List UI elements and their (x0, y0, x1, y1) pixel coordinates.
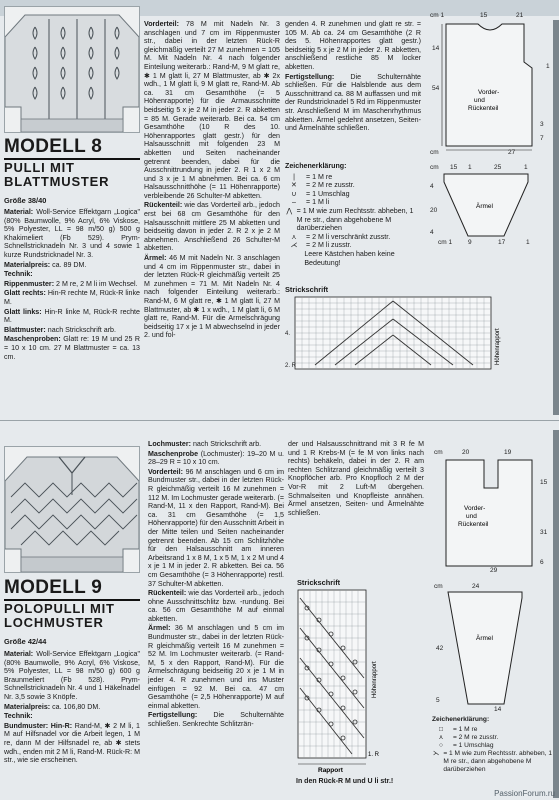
paragraph (4, 326, 140, 335)
model8-chart-title: Strickschrift (285, 285, 329, 294)
model9-sweater-illustration (5, 447, 139, 572)
legend-symbol-icon: □ (439, 726, 443, 733)
legend-text: = 1 M re (306, 172, 333, 181)
paragraph-label: Fertigstellung: (148, 711, 198, 720)
paragraph (144, 201, 280, 253)
paragraph-label: Bundmuster: Hin-R: (4, 721, 73, 730)
paragraph-label: Materialpreis: (4, 260, 51, 269)
legend-row (285, 198, 421, 207)
model8-right-column (285, 20, 421, 134)
paragraph (4, 280, 140, 289)
legend-symbol-icon: ∪ (291, 189, 297, 198)
m8-front-t2: 21 (516, 12, 524, 19)
paragraph (288, 440, 424, 517)
m8-sl-s2: 20 (430, 207, 438, 214)
model8-title-line2: BLATTMUSTER (4, 174, 110, 189)
paragraph (4, 270, 140, 279)
legend-symbol-icon: ○ (439, 742, 443, 749)
legend-row (285, 173, 421, 182)
model9-sleeve-schematic (432, 578, 556, 713)
m8-chart-row4: 4. (285, 331, 291, 337)
paragraph (148, 440, 284, 449)
paragraph-text: (Lochmuster): 19–20 M u. 28–29 R = 10 x 10 cm. (148, 449, 284, 467)
paragraph-text: Rand-M, ✱ 2 M li, 1 M auf Hilfsnadel vor die Arbeit legen, 1 M re, dann M der Hilfsnadel re, ab ✱ stets wdh., enden mit 2 M li, Rand-M. Rück-R: M str., wie sie erscheinen. (4, 721, 140, 765)
paragraph-text: Hin-R rechte M, Rück-R linke M. (4, 289, 140, 306)
m8-front-rt: 3 (540, 121, 544, 128)
paragraph-label: Maschenproben: (4, 335, 61, 344)
m9-front-t1: 20 (462, 449, 470, 456)
legend-row (432, 742, 556, 750)
model9-legend (432, 716, 556, 774)
paragraph (148, 468, 284, 588)
paragraph (4, 208, 140, 260)
paragraph-text: Woll-Service Effektgarn „Logica" (80% Baumwolle, 9% Acryl, 6% Viskose, 5% Polyester, LL = 98 m/50 g) 600 g Braunmeliert (Fb 528). Prym-Schnellstricknadeln Nr. 4 und 1 Häkelnadel Nr. 3,5 sowie 3 Knöpfe. (4, 650, 140, 701)
paragraph-label: Material: (4, 650, 34, 658)
legend-text: Leere Kästchen haben keine Bedeutung! (304, 249, 395, 267)
m8-sl-s3: 4 (430, 229, 434, 236)
paragraph-text: Die Schulternähte schließen. Für die Halsblende aus dem Ausschnittrand ca. 88 M auffassen und mit der Rundstricknadel 5 Rd im Rippenmuster str. Anschließend M im Maschenrhythmus abketten. Ärmel gedehnt ansetzen, Seiten- und Ärmelnähte schließen. (285, 72, 421, 133)
m8-front-label-2: und (474, 97, 485, 104)
m9-front-s1: 15 (540, 479, 548, 486)
model9-title-line1: POLOPULLI MIT (4, 601, 115, 616)
model8-heading (4, 137, 102, 157)
m9-front-label-3: Rückenteil (458, 521, 489, 528)
edge-mark-top (553, 20, 559, 415)
m9-front-s2: 31 (540, 529, 548, 536)
paragraph-text: Hin-R linke M, Rück-R rechte M. (4, 307, 140, 325)
m8-sl-b3: 17 (498, 239, 506, 245)
legend-text: = 1 M re (453, 726, 478, 733)
paragraph (4, 261, 140, 270)
model8-photo (4, 6, 140, 133)
paragraph-label: Ärmel: (148, 624, 171, 633)
paragraph-label: Glatt rechts: (4, 289, 46, 298)
legend-row (285, 190, 421, 199)
m9-chart-side: Höhenrapport (372, 661, 378, 698)
m8-chart-side: Höhenrapport (495, 328, 501, 365)
legend-row (285, 207, 421, 233)
paragraph-text: 78 M mit Nadeln Nr. 3 anschlagen und 7 cm im Rippenmuster str., dabei in der letzten Rück-R gleichmäßig verteilt 27 M zunehmen = 105 M. Mit Nadeln Nr. 4 nach folgender Einteilung weiterarb.: Rand-M, 9 M glatt re, ✱ 1 M glatt li, 27 M Blattmuster, ab ✱ 2x wdh., 1 M glatt li, 9 M glatt re, Rand-M. Ab ca. 31 cm Gesamthöhe (= 5 Höhenrapporte) für die Armausschnitte beidseitig 5 x je 2 M in jeder 2. R abketten = 85 M. Gerade weiterarb. Bei ca. 54 cm Gesamthöhe (10 R des 10. Höhenrapportes glatt gestr.) für den Halsausschnitt mit folgenden 23 M abketten und Seiten nacheinander getrennt beenden, dabei für die Ausschnittrundung in jeder 2. R 1 x 2 M und 3 x je 1 M abnehmen. Bei ca. 6 cm Halsausschnitthöhe (= 11 Höhenrapporte) verbleibende 26 Schulter-M abketten. (144, 20, 280, 200)
paragraph-label: Maschenprobe (148, 449, 199, 458)
paragraph-text: 36 M anschlagen und 5 cm im Bundmuster str., dabei in der letzten Rück-R gleichmäßig verteilt 16 M zunehmen = 52 M. Im Lochmuster weiterarb. (= Rand-M, 5 x den Rapport, Rand-M). Für die Ärmelschrägung beidseitig 20 x je 1 M in jeder 4. R zunehmen und ins Muster einfügen = 92 M. Bei ca. 47 cm Gesamthöhe (= 2,5 Höhenrapporte) M auf einmal abketten. (148, 624, 284, 710)
legend-symbol-icon: ⋏ (438, 734, 444, 741)
model8-mid-column (144, 20, 280, 341)
model8-number: MODELL 8 (4, 136, 103, 157)
legend-row (432, 750, 556, 774)
m8-front-cm-top: cm 1 (430, 12, 445, 19)
paragraph (4, 650, 140, 702)
legend-symbol-icon: – (292, 198, 296, 207)
legend-row (285, 241, 421, 250)
paragraph (4, 703, 140, 712)
m8-chart-row2: 2. R (285, 363, 297, 369)
paragraph-text: nach Strickschrift arb. (192, 440, 262, 448)
model9-knitting-chart (290, 588, 386, 798)
model9-right-column (288, 440, 424, 518)
legend-symbol-icon: ⋌ (290, 241, 298, 250)
model8-sleeve-schematic (428, 160, 556, 245)
paragraph-label: Rippenmuster: (4, 279, 55, 288)
paragraph (4, 289, 140, 306)
model9-title-line2: LOCHMUSTER (4, 615, 104, 630)
model8-title-line1: PULLI MIT (4, 160, 75, 175)
paragraph-text: nach Strickschrift arb. (47, 325, 116, 334)
m8-sl-cm: cm (430, 164, 439, 171)
m8-front-s2: 54 (432, 85, 440, 92)
paragraph-text: wie das Vorderteil arb., jedoch erst bei 68 cm Gesamthöhe für den Halsausschnitt mittlere 25 M abketten und beidseitig davon in jeder 2. R 2 x je 2 M abnehmen. Anschließend 26 Schulter-M abketten. (144, 201, 280, 253)
model8-size: Größe 38/40 (4, 196, 47, 205)
m9-front-cm: cm (434, 449, 443, 456)
paragraph-text: 2 M re, 2 M li im Wechsel. (56, 279, 138, 288)
legend-row (432, 726, 556, 734)
m8-front-bottom: 27 (508, 149, 516, 156)
model9-size: Größe 42/44 (4, 637, 47, 646)
m9-sl-b1: 14 (494, 706, 502, 713)
model8-sweater-illustration (5, 7, 139, 132)
legend-row (285, 181, 421, 190)
paragraph (148, 589, 284, 623)
model9-left-column (4, 650, 140, 766)
legend-title: Zeichenerklärung: (285, 162, 347, 170)
model8-knitting-chart (285, 295, 515, 385)
paragraph-text: 96 M anschlagen und 6 cm im Bundmuster str., dabei in der letzten Rück-R gleichmäßig verteilt 16 M zunehmen = 112 M. Im Lochmuster gerade weiterarb. (= Rand-M, 11 x den Rapport, Rand-M). Bei ca. 31 cm Gesamthöhe (= 1,5 Höhenrapporte) für den Ausschnitt Arbeit in der Mitte teilen und Seiten nacheinander getrennt beenden. Ab 15 cm Schlitzhöhe für den Halsausschnitt am inneren Arbeitsrand 1 x 8 M, 1 x 5 M, 1 x 2 M und 4 x je 1 M in jeder 2. R abketten. Bei ca. 56 cm Gesamthöhe (= 3 Höhenrapporte) restl. 37 Schulter-M abketten. (148, 467, 284, 588)
m8-sl-t3: 25 (494, 164, 502, 171)
m9-sl-cm: cm (434, 583, 443, 590)
edge-mark-bottom (553, 430, 559, 798)
legend-text: = 1 M li (306, 198, 330, 207)
model8-left-column (4, 208, 140, 362)
legend-text: = 2 M li verschränkt zusstr. (306, 232, 391, 241)
m8-sl-s1: 4 (430, 183, 434, 190)
paragraph-label: Lochmuster: (148, 440, 191, 448)
legend-text: = 2 M re zusstr. (453, 734, 499, 741)
legend-row (285, 250, 421, 267)
m9-chart-bottom: Rapport (318, 767, 343, 774)
model9-title (4, 602, 115, 630)
paragraph (148, 711, 284, 728)
m9-front-s3: 6 (540, 559, 544, 566)
paragraph (148, 624, 284, 710)
m8-front-s1: 14 (432, 45, 440, 52)
legend-text: = 2 M li zusstr. (306, 241, 352, 250)
paragraph (285, 20, 421, 72)
paragraph-label: Rückenteil: (144, 201, 183, 210)
legend-text: = 2 M re zusstr. (306, 181, 355, 190)
paragraph (144, 20, 280, 200)
model9-heading (4, 578, 102, 598)
m9-front-t2: 19 (504, 449, 512, 456)
m8-front-bcm: cm (430, 149, 439, 156)
paragraph (4, 712, 140, 721)
legend-symbol-icon: ⋋ (432, 750, 440, 757)
paragraph (285, 73, 421, 133)
legend-text: = 1 M wie zum Rechtsstr. abheben, 1 M re str., dann abgehobene M darüberziehen (443, 750, 553, 773)
paragraph-text: ca. 106,80 DM. (52, 702, 101, 711)
paragraph-label: Glatt links: (4, 307, 42, 316)
paragraph (4, 308, 140, 325)
legend-symbol-icon: | (293, 172, 295, 181)
model9-chart-caption: In den Rück-R M und U li str.! (296, 778, 394, 785)
legend-text: = 1 Umschlag (306, 189, 350, 198)
legend-symbol-icon: ⋏ (291, 232, 297, 241)
m8-front-label-1: Vorder- (478, 89, 500, 96)
section-separator (0, 420, 559, 421)
m8-sleeve-label: Ärmel (476, 203, 493, 210)
m8-sl-t4: 1 (524, 164, 528, 171)
paragraph-label: Vorderteil: (144, 20, 179, 28)
paragraph-text: Woll-Service Effektgarn „Logica" (80% Baumwolle, 9% Acryl, 6% Viskose, 5% Polyester, LL = 98 m/50 g) 500 g Khakimeliert (Fb 529). Prym-Schnellstricknadeln Nr. 3 und 4 sowie 1 kurze Rundstricknadel Nr. 3. (4, 208, 140, 259)
m8-front-right: 1 (546, 63, 550, 70)
legend-symbol-icon: ⋀ (286, 206, 293, 215)
paragraph-label: Fertigstellung: (285, 72, 335, 81)
paragraph-label: Ärmel: (144, 254, 167, 263)
paragraph-label: Material: (4, 208, 34, 216)
legend-row (432, 734, 556, 742)
m8-sl-t2: 1 (468, 164, 472, 171)
m8-front-t1: 15 (480, 12, 488, 19)
m9-chart-row1: 1. R (368, 752, 380, 758)
m8-sl-t1: 15 (450, 164, 458, 171)
paragraph (4, 722, 140, 765)
m9-front-label-1: Vorder- (464, 505, 486, 512)
m9-sl-s2: 5 (436, 697, 440, 704)
model9-number: MODELL 9 (4, 577, 103, 598)
paragraph-label: Vorderteil: (148, 467, 183, 476)
paragraph-text: 46 M mit Nadeln Nr. 3 anschlagen und 4 cm im Rippenmuster str., dabei in der letzten Rück-R gleichmäßig verteilt 25 M zunehmen = 71 M. Mit Nadeln Nr. 4 nach folgender Einteilung weiterarb.: Rand-M, 6 M glatt re, ✱ 1 M glatt li, 27 M Blattmuster, ab ✱ 1 x wdh., 1 M glatt li, 6 M glatt re, Rand-M. Für die Armelschrägung beidseitig 17 x je 1 M abwechselnd in jeder 2. und fol- (144, 254, 280, 340)
model9-mid-column (148, 440, 284, 730)
legend-symbol-icon (285, 250, 301, 267)
model9-chart-title: Strickschrift (297, 578, 341, 587)
paragraph-text: Die Schulternähte schließen. Senkrechte Schlitzrän- (148, 711, 284, 728)
paragraph-label: Rückenteil: (148, 589, 187, 598)
m9-sl-s1: 42 (436, 645, 444, 652)
paragraph (144, 254, 280, 340)
paragraph-label: Technik: (4, 712, 33, 721)
paragraph-text: wie das Vorderteil arb., jedoch ohne Ausschnittschlitz bzw. -rundung. Bei ca. 56 cm Gesamthöhe M auf einmal abketten. (148, 589, 284, 623)
paragraph-label: Blattmuster: (4, 325, 46, 334)
model8-title (4, 161, 109, 189)
legend-title: Zeichenerklärung: (432, 716, 490, 723)
m9-sleeve-label: Ärmel (476, 635, 493, 642)
paragraph (148, 450, 284, 467)
model9-front-schematic (432, 444, 556, 574)
paragraph-label: Materialpreis: (4, 702, 51, 711)
model8-legend (285, 162, 421, 267)
legend-symbol-icon: ✕ (291, 181, 297, 190)
paragraph-text: genden 4. R zunehmen und glatt re str. = 105 M. Ab ca. 24 cm Gesamthöhe (2 R des 5. Höhenrapportes glatt gestr.) beidseitig 5 x je 2 M in jeder 2. R abketten, anschließend restliche 85 M locker abketten. (285, 20, 421, 71)
m8-front-s3: 7 (540, 135, 544, 142)
footer-site-watermark: PassionForum.ru (494, 789, 555, 798)
m9-front-label-2: und (466, 513, 477, 520)
m8-sl-b4: 1 (526, 239, 530, 245)
paragraph-text: ca. 89 DM. (52, 260, 87, 269)
m8-front-label-3: Rückenteil (468, 105, 499, 112)
paragraph (4, 335, 140, 361)
legend-row (285, 233, 421, 242)
m8-sl-b1: cm 1 (438, 239, 453, 245)
model9-photo (4, 446, 140, 573)
legend-text: = 1 Umschlag (453, 742, 494, 749)
m8-sl-b2: 9 (468, 239, 472, 245)
paragraph-text: Glatt re: 19 M und 25 R = 10 x 10 cm. 27 M Blattmuster = ca. 13 cm. (4, 335, 140, 361)
m9-sl-t1: 24 (472, 583, 480, 590)
legend-text: = 1 M wie zum Rechtsstr. abheben, 1 M re str., dann abgehobene M darüberziehen (296, 206, 414, 233)
model8-front-schematic (428, 8, 556, 158)
paragraph-label: Technik: (4, 270, 33, 279)
m9-front-b1: 29 (490, 567, 498, 574)
paragraph-text: der und Halsausschnittrand mit 3 R fe M und 1 R Krebs-M (= fe M von links nach rechts) behäkeln, dabei in der 2. R am rechten Schlitzrand gleichmäßig verteilt 3 Knopflöcher arb. Pro Knopfloch 2 M der Vor-R mit 2 Luft-M übergehen. Schmalseiten und Knopfleiste annähen. Ärmel ansetzen, Seiten- und Ärmelnähte schließen. (288, 440, 424, 517)
